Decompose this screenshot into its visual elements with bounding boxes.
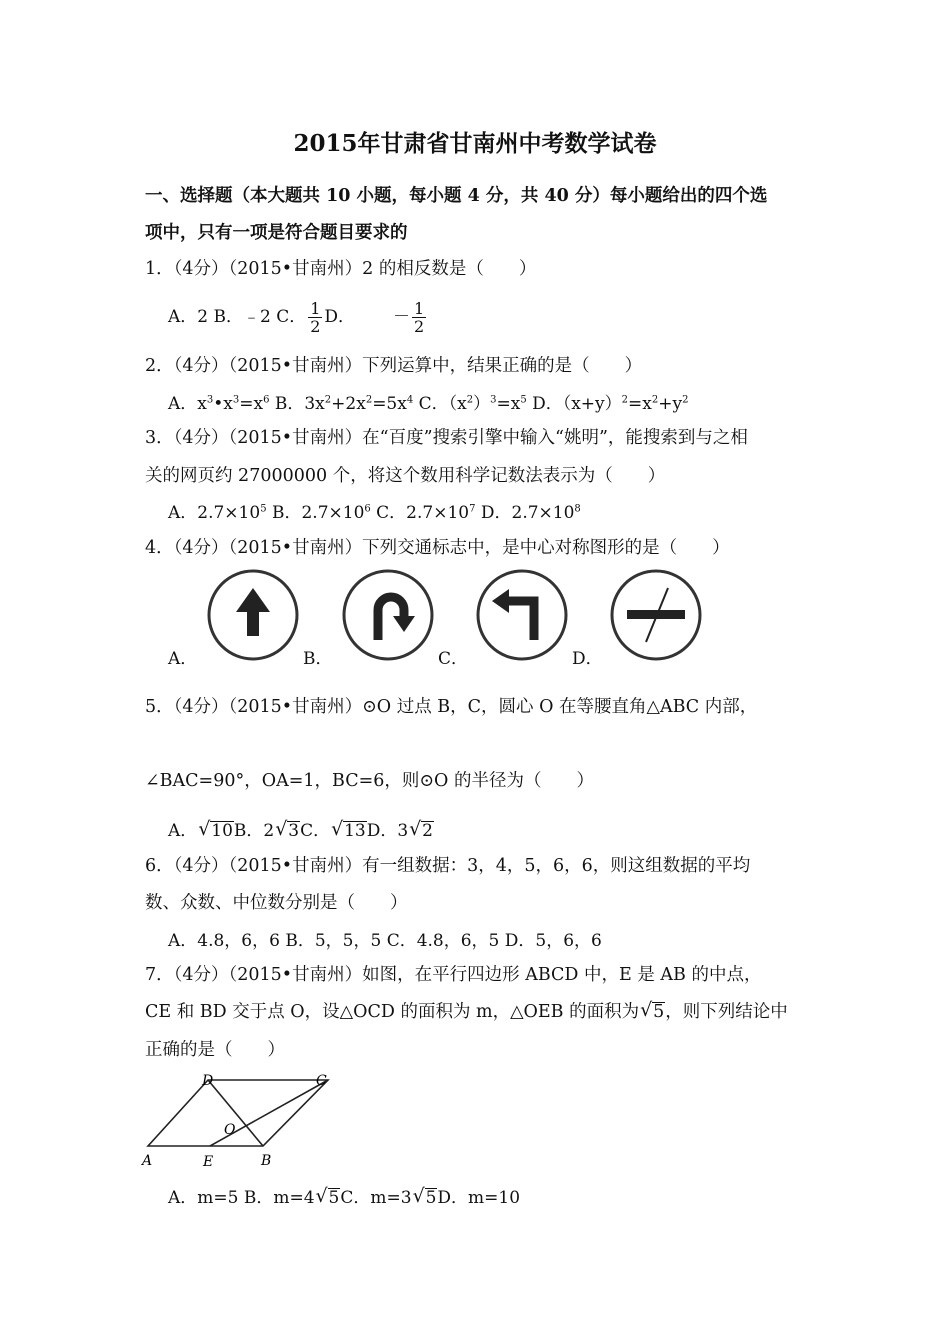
q1-option-d-fraction xyxy=(412,300,426,335)
q7-stem-line1: 7．（4分）（2015•甘南州）如图，在平行四边形 ABCD 中，E 是 AB 的中点， xyxy=(145,965,762,985)
q3-stem-line2: 关的网页约 27000000 个，将这个数用科学记数法表示为（ ） xyxy=(145,466,666,486)
q7-b-sqrt: √ 5 xyxy=(317,1188,341,1208)
q4-label-a: A． xyxy=(168,649,198,669)
q1-stem: 1．（4分）（2015•甘南州）2 的相反数是（ ） xyxy=(145,259,537,279)
q5-b-label: B．2 xyxy=(233,821,275,841)
q1-d-sign: － xyxy=(393,307,411,327)
page-title: 2015年甘肃省甘南州中考数学试卷 xyxy=(293,130,657,157)
q2-stem: 2．（4分）（2015•甘南州）下列运算中，结果正确的是（ ） xyxy=(145,356,643,376)
q1-d-numerator: 1 xyxy=(414,299,425,318)
diagonal-bd xyxy=(208,1080,263,1146)
q5-c-sqrt: √ 13 xyxy=(332,821,367,841)
q7-stem-line2 xyxy=(145,998,788,1023)
label-d: D xyxy=(202,1073,214,1089)
q7-ab-label: A．m=5 B．m=4 xyxy=(168,1188,315,1208)
q1-options-ab: A．2 B．﹣2 C． xyxy=(168,307,307,327)
q5-d-label: D．3 xyxy=(366,821,409,841)
section-heading-line1: 一、选择题（本大题共 10 小题，每小题 4 分，共 40 分）每小题给出的四个选 xyxy=(145,186,768,206)
q5-options xyxy=(168,816,434,841)
q3-c: C．$2.7\times 10^7$ xyxy=(370,503,476,523)
q6-stem-line2: 数、众数、中位数分别是（ ） xyxy=(145,893,408,913)
q4-stem: 4．（4分）（2015•甘南州）下列交通标志中，是中心对称图形的是（ ） xyxy=(145,538,730,558)
q5-a-sqrt: √ 10 xyxy=(199,821,234,841)
q7-line2-tail: ，则下列结论中 xyxy=(665,1002,788,1022)
q4-sign-left-turn-arrow xyxy=(474,568,570,664)
q1-c-denominator: 2 xyxy=(310,317,321,336)
q4-label-b: B． xyxy=(303,649,333,669)
q4-label-d: D． xyxy=(572,649,603,669)
q7-stem-line3: 正确的是（ ） xyxy=(145,1040,285,1060)
q4-label-c: C． xyxy=(438,649,469,669)
label-c: C xyxy=(316,1073,327,1089)
q1-option-c-fraction xyxy=(308,300,322,335)
q5-stem-line2: ∠BAC=90°，OA=1，BC=6，则⊙O 的半径为（ ） xyxy=(145,771,594,791)
q2-options xyxy=(168,389,689,414)
q2-d: D．$(x+y)^2=x^2+y^2$ xyxy=(526,394,689,414)
q7-line2-text: CE 和 BD 交于点 O，设△OCD 的面积为 m，△OEB 的面积为 xyxy=(145,1002,640,1022)
q3-a: A．$2.7\times 10^5$ xyxy=(168,503,267,523)
q7-c-label: C．m=3 xyxy=(340,1188,412,1208)
q3-options xyxy=(168,498,581,523)
q5-d-sqrt: √ 2 xyxy=(410,821,434,841)
q6-options: A．4.8，6，6 B．5，5，5 C．4.8，6，5 D．5，6，6 xyxy=(168,931,602,951)
q1-options xyxy=(168,300,428,335)
q1-d-denominator: 2 xyxy=(414,317,425,336)
label-o: O xyxy=(224,1122,236,1138)
q7-options xyxy=(168,1183,520,1208)
q4-sign-straight-arrow xyxy=(205,568,301,664)
q5-stem-line1: 5．（4分）（2015•甘南州）⊙O 过点 B，C，圆心 O 在等腰直角△ABC 内部， xyxy=(145,697,758,717)
q2-a: A．$x^3•x^3=x^6$ xyxy=(168,394,270,414)
q1-option-d-label: D． xyxy=(324,307,356,327)
label-e: E xyxy=(203,1154,214,1168)
q6-stem-line1: 6．（4分）（2015•甘南州）有一组数据：3，4，5，6，6，则这组数据的平均 xyxy=(145,856,751,876)
q3-d: D．$2.7\times 10^8$ xyxy=(475,503,581,523)
q4-sign-u-turn-arrow xyxy=(340,568,436,664)
q3-b: B．$2.7\times 10^6$ xyxy=(266,503,371,523)
q7-line2-sqrt: √ 5 xyxy=(641,1002,665,1022)
parallelogram-abcd xyxy=(148,1080,328,1146)
q5-b-sqrt: √ 3 xyxy=(276,821,300,841)
section-heading-line2: 项中，只有一项是符合题目要求的 xyxy=(145,223,408,243)
q7-parallelogram-figure xyxy=(140,1068,340,1168)
q2-c: C．$(x^2)^3=x^5$ xyxy=(413,394,527,414)
q3-stem-line1: 3．（4分）（2015•甘南州）在“百度”搜索引擎中输入“姚明”，能搜索到与之相 xyxy=(145,428,748,448)
label-b: B xyxy=(261,1153,272,1168)
q7-d-label: D．m=10 xyxy=(437,1188,521,1208)
q7-c-sqrt: √ 5 xyxy=(414,1188,438,1208)
q2-b: B．$3x^2+2x^2=5x^4$ xyxy=(269,394,414,414)
q4-sign-bar-slash xyxy=(608,568,704,664)
q1-c-numerator: 1 xyxy=(310,299,321,318)
q5-c-label: C． xyxy=(300,821,331,841)
q5-a-label: A． xyxy=(168,821,198,841)
label-a: A xyxy=(142,1153,153,1168)
